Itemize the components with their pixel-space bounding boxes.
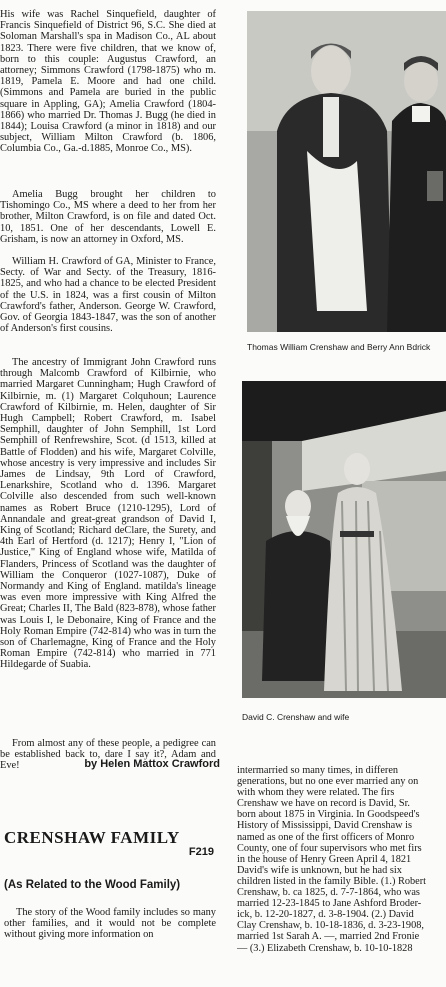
photo-illustration-2	[242, 381, 446, 698]
paragraph-pedigree: From almost any of these people, a pedigree can be established back to, dare I say it?, Adam and Eve!	[0, 738, 216, 772]
right-line: ick, b. 12-20-1827, d. 3-8-1904. (2.) David	[237, 909, 414, 921]
paragraph-ancestry: The ancestry of Immigrant John Crawford runs through Malcomb Crawford of Kilbirnie, who married Margaret Cunningham; Hugh Crawford of Kilbirnie, m. (1) Margaret Colquhoun; Laurence Crawford of Kilbirnie, m. Helen, daughter of Sir Hugh Campbell; Robert Crawford, m. Isabel Semphill, daughter of John Semphill, 1st Lord Semphill of Renfrewshire, Scot. (d 1513, killed at Battle of Flodden) and his wife, Margaret Colville, whose ancestry is very impressive and includes Sir James de Lindsay, 9th Lord of Crawford, Lenarkshire, Scotland who d. 1396. Margaret Colville also descended from such well-known names as Robert Bruce (1210-1295), Lord of Annandale and great-great grandson of David I, King of Scotland; Richard deClare, the Surety, and 4th Earl of Hertford (d. 1217); Henry I, "Lion of Justice," King of England whose wife, Matilda of Flanders, Princess of Scotland was the daughter of William the Conqueror (1027-1087), Duke of Normandy and King of England. matilda's lineage was even more impressive with King Alfred the Great; Charles II, The Bald (823-878), whose father was Louis I, le Debonaire, King of France and the Holy Roman Empire (742-814) who was in turn the son of Charlemagne, King of France and the Holy Roman Empire (742-814) who married in 771 Hildegarde of Suabia.	[0, 357, 216, 671]
right-line: generations, but no one ever married any on	[237, 776, 419, 788]
right-column-text	[237, 765, 446, 954]
photo-illustration	[247, 11, 446, 332]
right-line: History of Mississippi, David Crenshaw is	[237, 820, 413, 832]
right-line: married 1st Sarah A. —, married 2nd Fronie	[237, 931, 420, 943]
caption-bottom-photo: David C. Crenshaw and wife	[242, 712, 350, 722]
caption-top-photo: Thomas William Crenshaw and Berry Ann Bdrick	[247, 342, 431, 352]
byline: by Helen Mattox Crawford	[84, 758, 220, 770]
intro-paragraph: The story of the Wood family includes so many other families, and it would not be complete without giving more information on	[4, 907, 216, 941]
photo-crenshaw-couple	[247, 11, 446, 332]
section-subtitle: (As Related to the Wood Family)	[4, 879, 181, 891]
right-line: born about 1875 in Virginia. In Goodspeed's	[237, 809, 420, 821]
right-line: Clay Crenshaw, b. 10-18-1836, d. 3-23-1908,	[237, 920, 424, 932]
right-line: County, one of four supervisors who met firs	[237, 842, 422, 854]
right-line: intermarried so many times, in differen	[237, 765, 399, 776]
section-title: CRENSHAW FAMILY	[4, 828, 180, 847]
paragraph-rachel-sinquefield: His wife was Rachel Sinquefield, daughter of Francis Sinquefield of District 96, S.C. She died at Soloman Marshall's spa in Madison Co., AL about 1823. There were five children, that we know of, born to this couple: Augustus Crawford, an attorney; Simmons Crawford (1798-1875) who m. 1819, Pamela E. Moore and had one child. (Simmons and Pamela are buried in the public square in Appling, GA); Amelia Crawford (1804-1866) who married Dr. Thomas J. Bugg (he died in 1844); Louisa Crawford (a minor in 1818) and our subject, William Milton Crawford (b. 1806, Columbia Co., Ga.-d.1885, Monroe Co., MS).	[0, 9, 216, 155]
right-line: married 12-23-1845 to Jane Ashford Broder-	[237, 898, 422, 910]
right-line: David's wife is unknown, but he had six	[237, 864, 402, 876]
right-line: — (3.) Elizabeth Crenshaw, b. 10-10-1828	[237, 942, 413, 954]
right-line: named as one of the first officers of Monro	[237, 831, 415, 843]
photo-david-crenshaw-and-wife	[242, 381, 446, 698]
paragraph-amelia-bugg: Amelia Bugg brought her children to Tishomingo Co., MS where a deed to her from her brother, Milton Crawford, is on file and dated Oct. 10, 1851. One of her descendants, Lowell E. Grisham, is now an attorney in Oxford, MS.	[0, 189, 216, 245]
right-line: Crenshaw we have on record is David, Sr.	[237, 798, 411, 810]
right-line: in the house of Henry Green April 4, 1821	[237, 853, 412, 865]
section-code: F219	[188, 846, 214, 858]
right-line: Crenshaw, b. ca 1825, d. 7-7-1864, who was	[237, 887, 420, 899]
paragraph-william-h-crawford: William H. Crawford of GA, Minister to France, Secty. of War and Secty. of the Treasury, 1816-1825, and who had a chance to be elected President of the U.S. in 1824, was a first cousin of Milton Crawford's father, Anderson. George W. Crawford, Gov. of Georgia 1843-1847, was the son of another of Anderson's first cousins.	[0, 256, 216, 335]
right-line: children listed in the family Bible. (1.) Robert	[237, 875, 427, 887]
right-line: with whom they were related. The firs	[237, 787, 395, 799]
